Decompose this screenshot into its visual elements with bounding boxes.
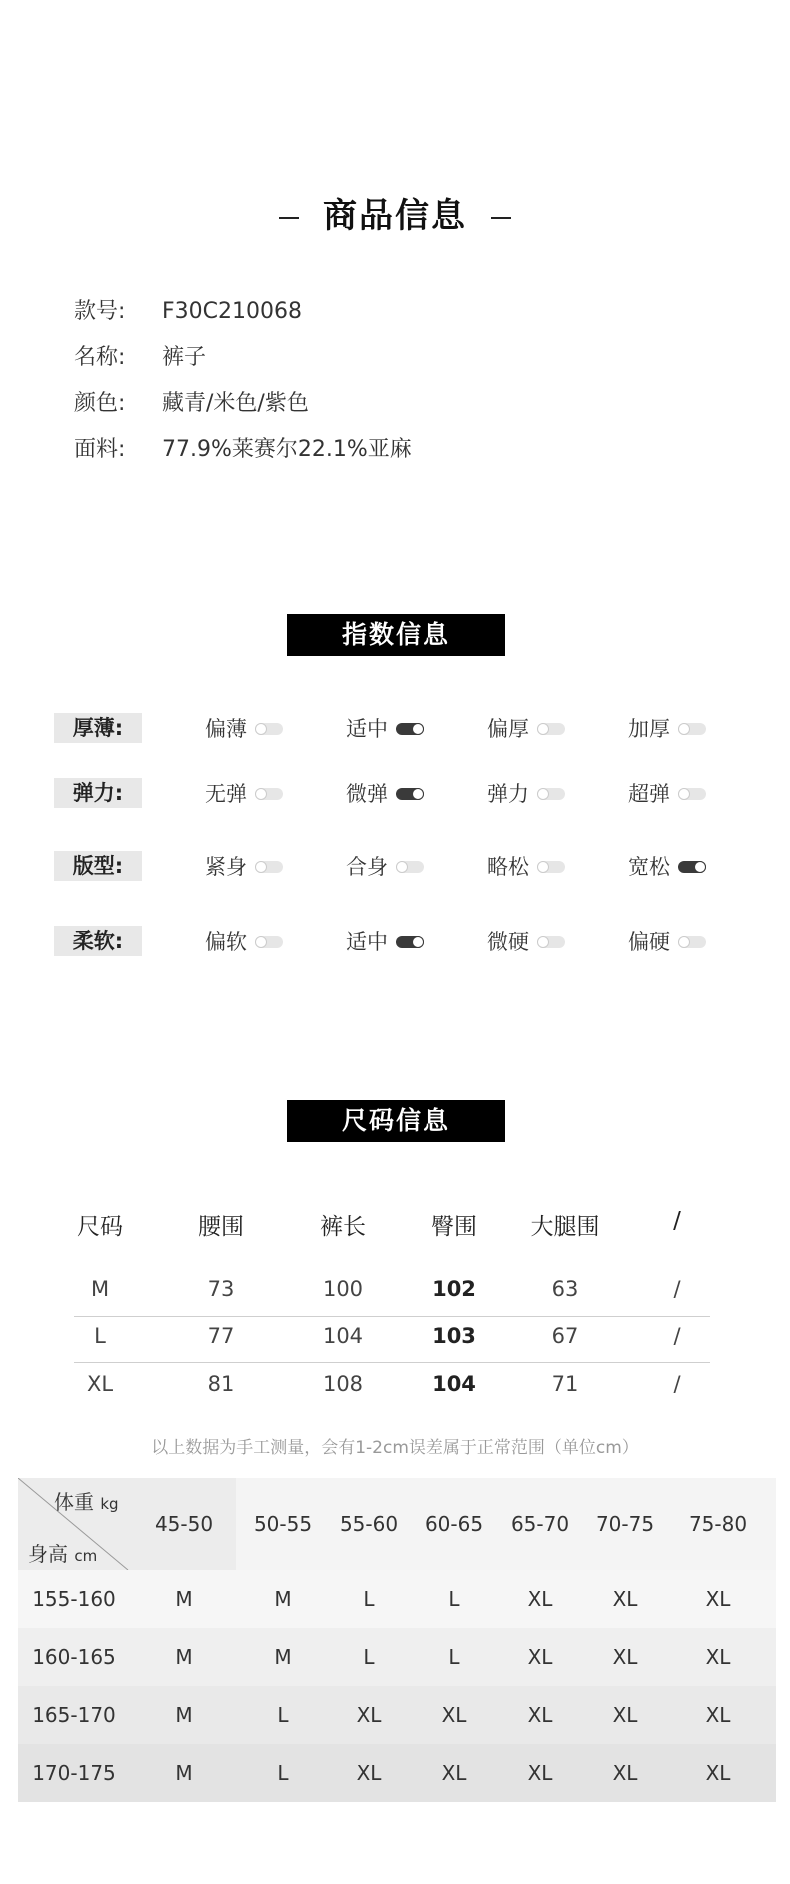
grid-weight-header: 65-70 bbox=[510, 1512, 570, 1536]
grid-header-row bbox=[18, 1478, 776, 1570]
size-header-waist: 腰围 bbox=[198, 1214, 244, 1240]
grid-height-label: 165-170 bbox=[32, 1703, 116, 1727]
grid-size-cell: XL bbox=[612, 1761, 638, 1785]
index-label: 柔软: bbox=[54, 926, 142, 956]
size-cell: 104 bbox=[322, 1324, 364, 1348]
toggle-off-icon bbox=[396, 861, 424, 873]
size-cell: 103 bbox=[432, 1324, 476, 1348]
index-option-label: 适中 bbox=[346, 717, 388, 741]
index-label: 厚薄: bbox=[54, 713, 142, 743]
grid-size-cell: XL bbox=[527, 1587, 553, 1611]
info-value: 藏青/米色/紫色 bbox=[162, 391, 309, 416]
index-option bbox=[346, 851, 424, 881]
index-option bbox=[346, 713, 424, 743]
grid-height-label: 155-160 bbox=[32, 1587, 116, 1611]
measurement-note: 以上数据为手工测量，会有1-2cm误差属于正常范围（单位cm） bbox=[151, 1438, 639, 1458]
size-header-length: 裤长 bbox=[320, 1214, 366, 1240]
title-dash-right bbox=[491, 217, 511, 219]
index-option bbox=[205, 926, 283, 956]
size-cell: L bbox=[94, 1324, 106, 1348]
index-option bbox=[205, 851, 283, 881]
grid-size-cell: XL bbox=[705, 1761, 731, 1785]
toggle-off-icon bbox=[537, 861, 565, 873]
grid-size-cell: M bbox=[175, 1587, 193, 1611]
size-cell: XL bbox=[86, 1372, 114, 1396]
index-option bbox=[628, 778, 706, 808]
size-cell: / bbox=[673, 1372, 681, 1396]
size-cell: 102 bbox=[432, 1277, 476, 1301]
info-value: 77.9%莱赛尔22.1%亚麻 bbox=[162, 437, 412, 462]
toggle-on-icon bbox=[678, 861, 706, 873]
toggle-off-icon bbox=[537, 788, 565, 800]
size-cell: 73 bbox=[207, 1277, 235, 1301]
index-option bbox=[487, 926, 565, 956]
grid-size-cell: XL bbox=[705, 1645, 731, 1669]
info-row-name bbox=[74, 343, 206, 373]
grid-size-cell: XL bbox=[612, 1703, 638, 1727]
size-header-thigh: 大腿围 bbox=[530, 1214, 600, 1240]
index-option-label: 无弹 bbox=[205, 782, 247, 806]
size-cell: 100 bbox=[322, 1277, 364, 1301]
product-section-title: 商品信息 bbox=[0, 188, 790, 237]
grid-size-cell: XL bbox=[705, 1703, 731, 1727]
size-cell: 77 bbox=[207, 1324, 235, 1348]
title-dash-left bbox=[279, 217, 299, 219]
index-option-label: 合身 bbox=[346, 855, 388, 879]
size-cell: / bbox=[673, 1324, 681, 1348]
info-value: F30C210068 bbox=[162, 299, 302, 324]
index-option bbox=[487, 713, 565, 743]
size-cell: M bbox=[90, 1277, 110, 1301]
index-option-label: 偏软 bbox=[205, 930, 247, 954]
index-label: 弹力: bbox=[54, 778, 142, 808]
index-option-label: 适中 bbox=[346, 930, 388, 954]
info-key: 面料: bbox=[74, 437, 126, 462]
toggle-off-icon bbox=[537, 936, 565, 948]
info-key: 颜色: bbox=[74, 391, 126, 416]
index-option-label: 超弹 bbox=[628, 782, 670, 806]
toggle-off-icon bbox=[255, 936, 283, 948]
toggle-off-icon bbox=[537, 723, 565, 735]
size-row-divider bbox=[74, 1362, 710, 1363]
grid-size-cell: M bbox=[274, 1645, 292, 1669]
size-cell: 104 bbox=[432, 1372, 476, 1396]
grid-size-cell: XL bbox=[441, 1703, 467, 1727]
size-cell: / bbox=[673, 1277, 681, 1301]
size-cell: 67 bbox=[551, 1324, 579, 1348]
grid-size-cell: XL bbox=[527, 1761, 553, 1785]
index-option-label: 微硬 bbox=[487, 930, 529, 954]
info-row-fabric bbox=[74, 435, 412, 465]
grid-size-cell: XL bbox=[356, 1761, 382, 1785]
grid-size-cell: XL bbox=[612, 1645, 638, 1669]
toggle-off-icon bbox=[255, 788, 283, 800]
grid-row bbox=[18, 1628, 776, 1686]
grid-size-cell: L bbox=[448, 1645, 460, 1669]
grid-size-cell: M bbox=[175, 1645, 193, 1669]
size-section-title: 尺码信息 bbox=[287, 1100, 505, 1142]
size-cell: 63 bbox=[551, 1277, 579, 1301]
index-option bbox=[205, 778, 283, 808]
info-row-color bbox=[74, 389, 309, 419]
grid-size-cell: XL bbox=[527, 1645, 553, 1669]
index-option bbox=[346, 926, 424, 956]
index-option bbox=[487, 778, 565, 808]
size-header-slash: / bbox=[673, 1208, 681, 1234]
size-cell: 81 bbox=[207, 1372, 235, 1396]
toggle-off-icon bbox=[678, 723, 706, 735]
index-option bbox=[205, 713, 283, 743]
index-option-label: 紧身 bbox=[205, 855, 247, 879]
grid-height-label: 160-165 bbox=[32, 1645, 116, 1669]
index-section-title: 指数信息 bbox=[287, 614, 505, 656]
grid-size-cell: XL bbox=[441, 1761, 467, 1785]
index-option bbox=[628, 713, 706, 743]
corner-height-label: 身高 cm bbox=[28, 1542, 98, 1566]
index-option-label: 偏厚 bbox=[487, 717, 529, 741]
toggle-on-icon bbox=[396, 788, 424, 800]
info-key: 名称: bbox=[74, 345, 126, 370]
index-option bbox=[628, 926, 706, 956]
index-option bbox=[628, 851, 706, 881]
info-row-style-no bbox=[74, 297, 302, 327]
grid-weight-header: 55-60 bbox=[339, 1512, 399, 1536]
index-option-label: 微弹 bbox=[346, 782, 388, 806]
corner-weight-label: 体重 kg bbox=[54, 1490, 119, 1514]
grid-size-cell: L bbox=[448, 1587, 460, 1611]
size-cell: 108 bbox=[322, 1372, 364, 1396]
grid-size-cell: L bbox=[277, 1703, 289, 1727]
grid-size-cell: M bbox=[175, 1703, 193, 1727]
size-header-size: 尺码 bbox=[77, 1214, 123, 1240]
index-label: 版型: bbox=[54, 851, 142, 881]
grid-row bbox=[18, 1744, 776, 1802]
grid-size-cell: XL bbox=[612, 1587, 638, 1611]
toggle-off-icon bbox=[678, 936, 706, 948]
grid-size-cell: L bbox=[277, 1761, 289, 1785]
index-option-label: 略松 bbox=[487, 855, 529, 879]
toggle-off-icon bbox=[255, 723, 283, 735]
grid-row bbox=[18, 1570, 776, 1628]
index-option-label: 偏硬 bbox=[628, 930, 670, 954]
toggle-on-icon bbox=[396, 723, 424, 735]
grid-size-cell: XL bbox=[356, 1703, 382, 1727]
grid-size-cell: L bbox=[363, 1587, 375, 1611]
grid-weight-header: 70-75 bbox=[595, 1512, 655, 1536]
toggle-off-icon bbox=[678, 788, 706, 800]
size-row-divider bbox=[74, 1316, 710, 1317]
grid-size-cell: M bbox=[274, 1587, 292, 1611]
index-option bbox=[487, 851, 565, 881]
grid-size-cell: XL bbox=[705, 1587, 731, 1611]
grid-size-cell: L bbox=[363, 1645, 375, 1669]
grid-weight-header: 50-55 bbox=[253, 1512, 313, 1536]
info-value: 裤子 bbox=[162, 345, 207, 370]
index-option-label: 偏薄 bbox=[205, 717, 247, 741]
index-option-label: 加厚 bbox=[628, 717, 670, 741]
size-cell: 71 bbox=[551, 1372, 579, 1396]
toggle-off-icon bbox=[255, 861, 283, 873]
index-option-label: 宽松 bbox=[628, 855, 670, 879]
grid-weight-header: 75-80 bbox=[688, 1512, 748, 1536]
size-header-hip: 臀围 bbox=[431, 1214, 477, 1240]
grid-weight-header: 60-65 bbox=[424, 1512, 484, 1536]
grid-weight-header: 45-50 bbox=[154, 1512, 214, 1536]
grid-height-label: 170-175 bbox=[32, 1761, 116, 1785]
toggle-on-icon bbox=[396, 936, 424, 948]
grid-size-cell: M bbox=[175, 1761, 193, 1785]
index-option-label: 弹力 bbox=[487, 782, 529, 806]
index-option bbox=[346, 778, 424, 808]
grid-row bbox=[18, 1686, 776, 1744]
grid-size-cell: XL bbox=[527, 1703, 553, 1727]
info-key: 款号: bbox=[74, 299, 126, 324]
